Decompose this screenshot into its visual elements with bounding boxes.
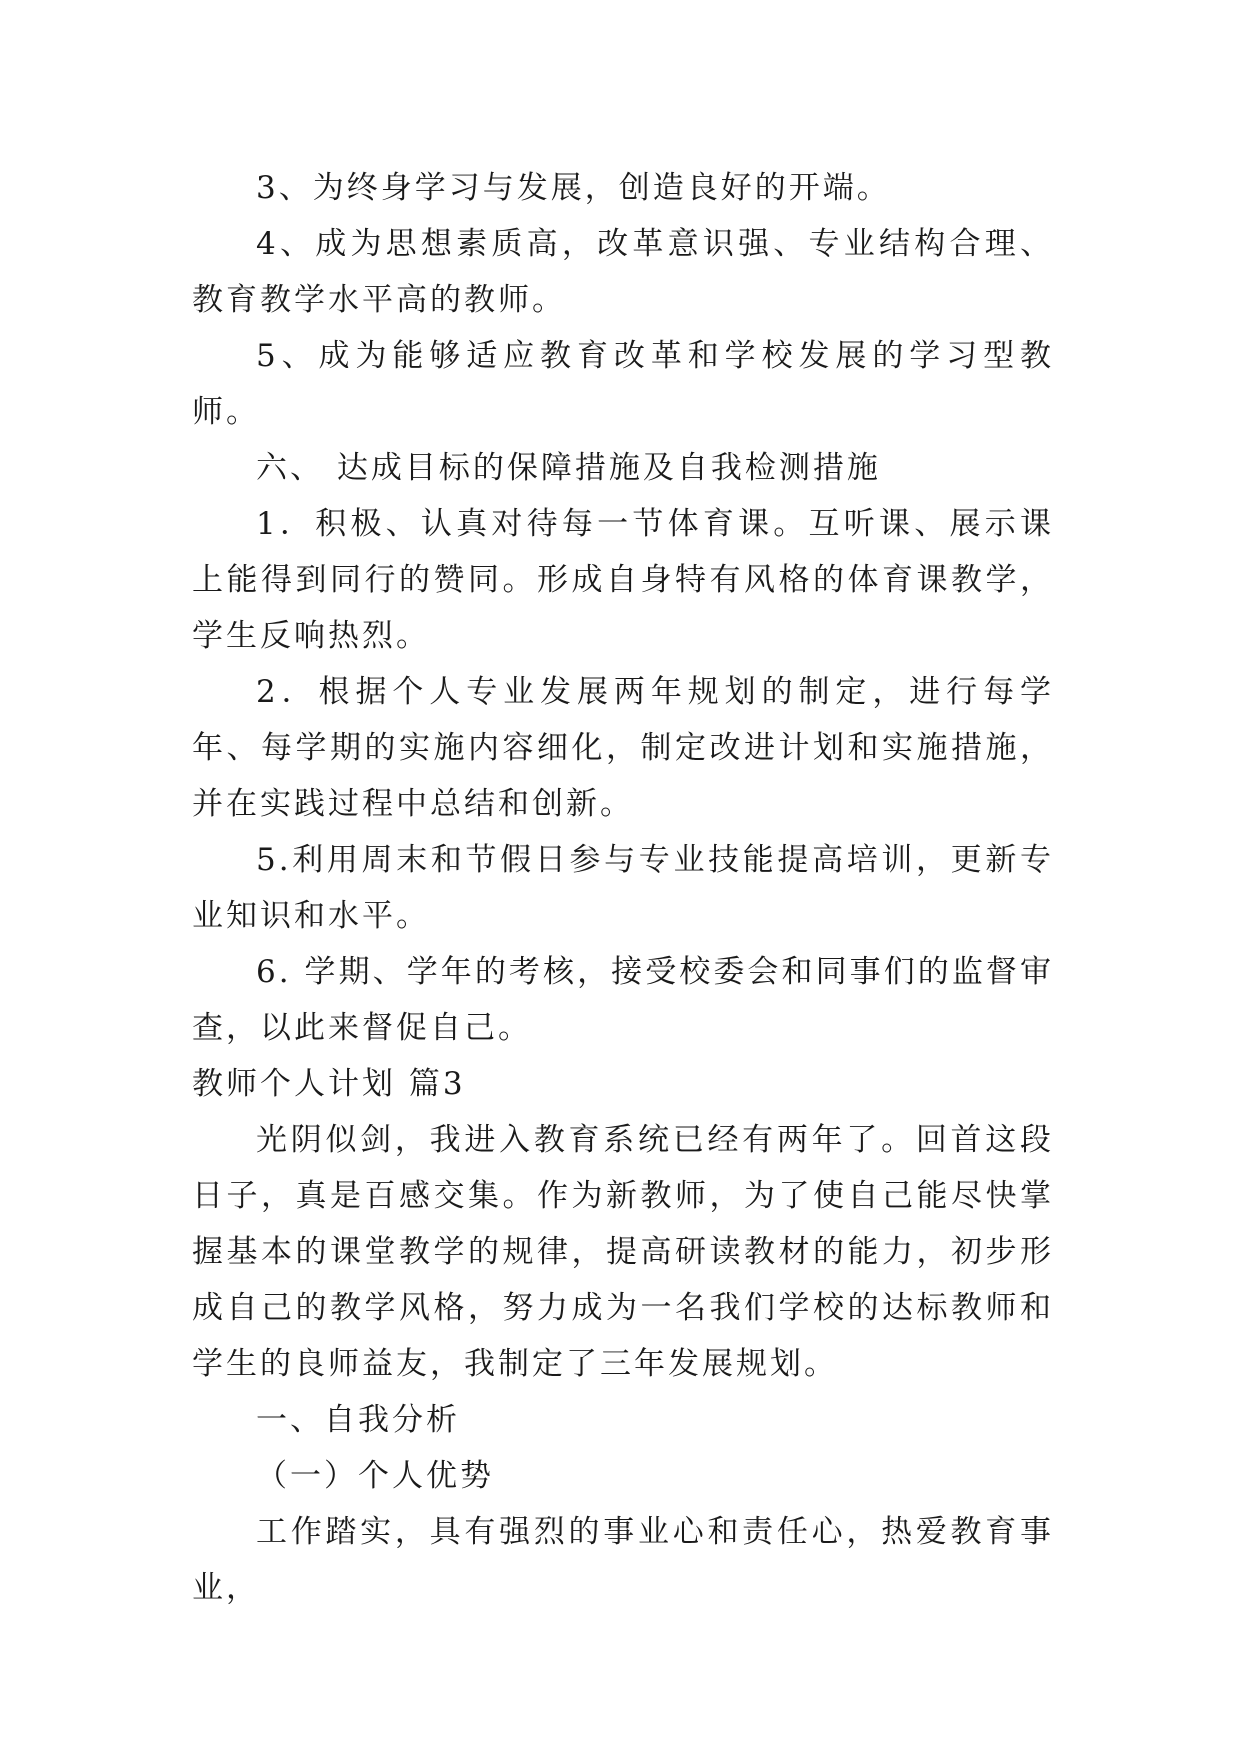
paragraph-goal-3: 3、为终身学习与发展，创造良好的开端。	[256, 170, 891, 206]
paragraph-goal-5: 5、成为能够适应教育改革和学校发展的学习型教师。	[192, 338, 1054, 430]
document-body	[192, 160, 1054, 1616]
section-heading-measures: 六、 达成目标的保障措施及自我检测措施	[256, 450, 881, 486]
paragraph-measure-1: 1．积极、认真对待每一节体育课。互听课、展示课上能得到同行的赞同。形成自身特有风格的体育课教学，学生反响热烈。	[192, 506, 1054, 654]
paragraph-strengths: 工作踏实，具有强烈的事业心和责任心，热爱教育事业，	[192, 1514, 1054, 1606]
paragraph-intro: 光阴似剑，我进入教育系统已经有两年了。回首这段日子，真是百感交集。作为新教师，为了使自己能尽快掌握基本的课堂教学的规律，提高研读教材的能力，初步形成自己的教学风格，努力成为一名我们学校的达标教师和学生的良师益友，我制定了三年发展规划。	[192, 1122, 1054, 1382]
subsection-heading-strengths: （一）个人优势	[256, 1458, 494, 1494]
paragraph-measure-5: 5.利用周末和节假日参与专业技能提高培训，更新专业知识和水平。	[192, 842, 1054, 934]
paragraph-goal-4: 4、成为思想素质高，改革意识强、专业结构合理、教育教学水平高的教师。	[192, 226, 1054, 318]
section-heading-self-analysis: 一、自我分析	[256, 1402, 460, 1438]
article-title: 教师个人计划 篇3	[192, 1066, 466, 1102]
paragraph-measure-6: 6. 学期、学年的考核，接受校委会和同事们的监督审查，以此来督促自己。	[192, 954, 1054, 1046]
paragraph-measure-2: 2．根据个人专业发展两年规划的制定，进行每学年、每学期的实施内容细化，制定改进计划和实施措施，并在实践过程中总结和创新。	[192, 674, 1054, 822]
